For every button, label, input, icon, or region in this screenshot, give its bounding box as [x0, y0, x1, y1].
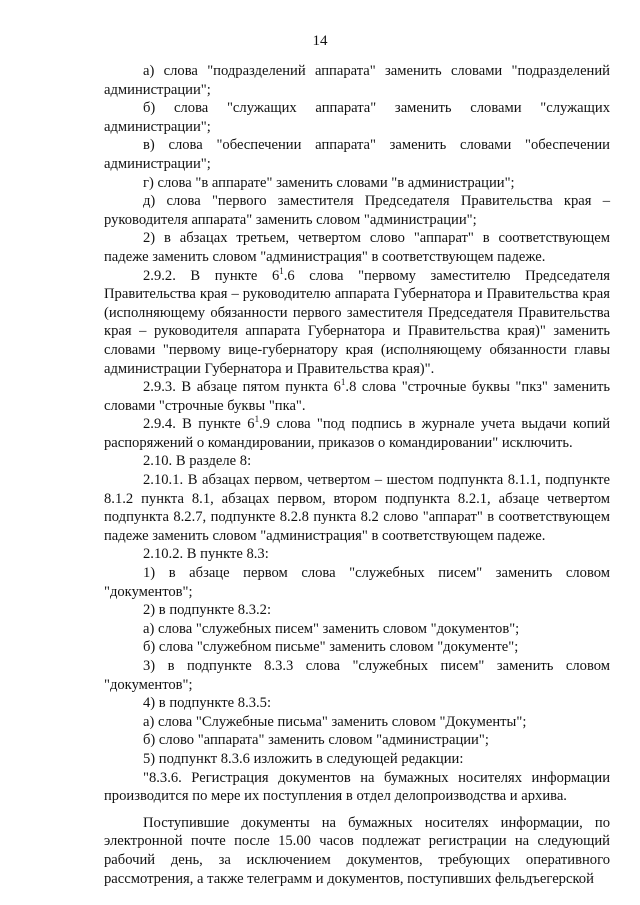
paragraph-2-subpoint-8-3-2: 2) в подпункте 8.3.2:: [143, 602, 272, 619]
paragraph-received-documents: Поступившие документы на бумажных носителях информации, по электронной почте после 15.00 часов подлежат регистрации на следующий рабочий день, за исключением документов, требующих оперативного рассмотрения, а также телеграмм и документов, поступивших фельдъегерской: [104, 814, 610, 887]
paragraph-a-subdivisions: а) слова "подразделений аппарата" заменить словами "подразделений администрации";: [104, 63, 610, 98]
paragraph-2-9-3: 2.9.3. В абзаце пятом пункта $6^1.8$ слова "строчные буквы "пкз" заменить словами "строчные буквы "пка".: [104, 377, 610, 414]
paragraph-a-service-letters: а) слова "служебных писем" заменить словом "документов";: [143, 620, 520, 637]
superscript-one: 1: [279, 265, 284, 276]
paragraph-2-10-1: 2.10.1. В абзацах первом, четвертом – шестом подпункта 8.1.1, подпункте 8.1.2 пункта 8.1, абзацах первом, втором подпункта 8.2.1, абзаце четвертом подпункта 8.2.7, подпункте 8.2.8 пункта 8.2 слово "аппарат" в соответствующем падеже заменить словом "администрация" в соответствующем падеже.: [104, 472, 610, 544]
paragraph-2-third-fourth: 2) в абзацах третьем, четвертом слово "аппарат" в соответствующем падеже заменить словом "администрация" в соответствующем падеже.: [104, 230, 610, 265]
paragraph-4-subpoint-8-3-5: 4) в подпункте 8.3.5:: [143, 695, 272, 712]
paragraph-2-9-2: 2.9.2. В пункте $6^1.6$ слова "первому заместителю Председателя Правительства края – руководителю аппарата Губернатора и Правительства края (исполняющему обязанности первого заместителя Председателя Правительства края – руководителя аппарата Губернатора и Правительства края)" заменить словами "первому вице-губернатору края (исполняющему обязанности главы администрации Губернатора и Правительства края)".: [104, 265, 611, 377]
page-number: 14: [312, 33, 328, 49]
paragraph-a-capital-letters: а) слова "Служебные письма" заменить словом "Документы";: [143, 713, 527, 730]
paragraph-v-provision: в) слова "обеспечении аппарата" заменить словами "обеспечении администрации";: [104, 137, 610, 172]
paragraph-2-9-4: 2.9.4. В пункте $6^1.9$ слова "под подпись в журнале учета выдачи копий распоряжений о командировании, приказов о командировании" исключить.: [104, 414, 611, 451]
paragraph-8-3-6-registration: "8.3.6. Регистрация документов на бумажных носителях информации производится по мере их поступления в отдел делопроизводства и архива.: [104, 769, 610, 805]
paragraph-b-word-apparatus: б) слово "аппарата" заменить словом "администрации";: [143, 732, 489, 749]
paragraph-b-service-letter: б) слова "служебном письме" заменить словом "документе";: [143, 639, 519, 656]
paragraph-1-first-abzac: 1) в абзаце первом слова "служебных писем" заменить словом "документов";: [104, 565, 610, 600]
paragraph-g-in-apparatus: г) слова "в аппарате" заменить словами "в администрации";: [143, 174, 515, 191]
superscript-one: 1: [340, 377, 346, 388]
paragraph-b-employees: б) слова "служащих аппарата" заменить словами "служащих администрации";: [104, 100, 610, 135]
paragraph-2-10-2: 2.10.2. В пункте 8.3:: [143, 546, 269, 563]
paragraph-3-subpoint-8-3-3: 3) в подпункте 8.3.3 слова "служебных писем" заменить словом "документов";: [104, 658, 610, 693]
paragraph-5-subpoint-8-3-6: 5) подпункт 8.3.6 изложить в следующей редакции:: [143, 750, 464, 767]
paragraph-2-10: 2.10. В разделе 8:: [143, 453, 252, 470]
superscript-one: 1: [254, 414, 260, 425]
paragraph-d-first-deputy: д) слова "первого заместителя Председателя Правительства края – руководителя аппарата" заменить словом "администрации";: [104, 193, 610, 228]
document-body: [104, 62, 610, 888]
